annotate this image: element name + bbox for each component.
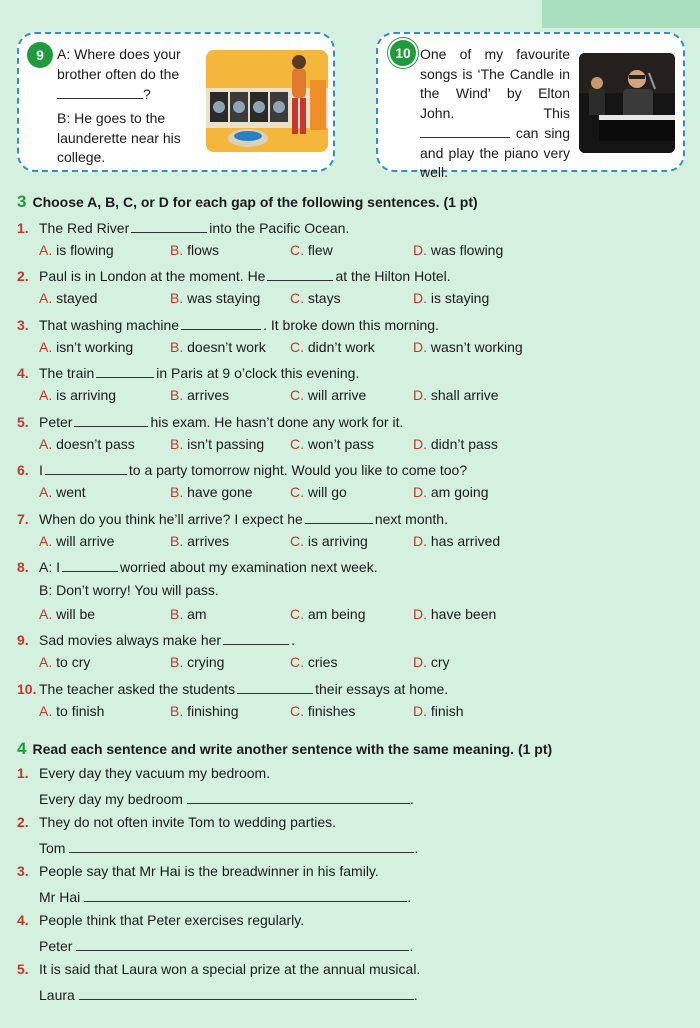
option-c[interactable] xyxy=(290,484,347,500)
box10-text-1: One of my favourite songs is ‘The Candle in the Wind’ by Elton John. This xyxy=(420,46,570,121)
option-text: was staying xyxy=(187,290,261,306)
option-text: didn’t work xyxy=(307,339,375,355)
option-a[interactable] xyxy=(39,606,95,622)
question-text-after: . It broke down this morning. xyxy=(263,317,439,333)
option-text: will go xyxy=(307,484,347,500)
question-text-before: A: I xyxy=(39,559,61,575)
question-number: 5. xyxy=(17,414,29,430)
question-text-before: I xyxy=(39,462,43,478)
option-letter: B. xyxy=(170,242,184,258)
answer-blank[interactable] xyxy=(305,509,373,524)
option-text: won’t pass xyxy=(307,436,375,452)
option-text: finishes xyxy=(307,703,356,719)
option-c[interactable] xyxy=(290,387,366,403)
option-d[interactable] xyxy=(413,654,450,670)
section-3-heading xyxy=(17,192,478,212)
option-b[interactable] xyxy=(170,606,207,622)
option-text: is arriving xyxy=(56,387,117,403)
item-number: 5. xyxy=(17,961,29,977)
option-text: arrives xyxy=(187,533,230,549)
option-text: will be xyxy=(56,606,96,622)
option-letter: D. xyxy=(413,703,427,719)
option-text: went xyxy=(56,484,86,500)
rewrite-answer-line xyxy=(39,838,418,856)
option-letter: A. xyxy=(39,654,53,670)
option-b[interactable] xyxy=(170,484,253,500)
rewrite-answer-line xyxy=(39,985,418,1003)
option-text: finishing xyxy=(187,703,239,719)
option-letter: D. xyxy=(413,606,427,622)
answer-end: . xyxy=(409,791,414,807)
rewrite-answer-line xyxy=(39,936,413,954)
rewrite-answer-line xyxy=(39,887,411,905)
option-text: shall arrive xyxy=(430,387,499,403)
answer-blank[interactable] xyxy=(131,218,207,233)
question-5 xyxy=(17,412,403,430)
original-sentence: They do not often invite Tom to wedding parties. xyxy=(39,814,337,830)
option-letter: B. xyxy=(170,533,184,549)
option-letter: D. xyxy=(413,484,427,500)
option-text: didn’t pass xyxy=(430,436,498,452)
section-4-heading xyxy=(17,739,552,759)
option-a[interactable] xyxy=(39,290,97,306)
question-text-after: to a party tomorrow night. Would you like to come too? xyxy=(128,462,468,478)
option-text: finish xyxy=(430,703,464,719)
option-d[interactable] xyxy=(413,703,464,719)
question-6 xyxy=(17,460,467,478)
answer-start: Mr Hai xyxy=(39,889,81,905)
question-text-before: When do you think he’ll arrive? I expect he xyxy=(39,511,303,527)
question-8-reply: B: Don’t worry! You will pass. xyxy=(39,582,219,598)
option-b[interactable] xyxy=(170,242,219,258)
option-b[interactable] xyxy=(170,436,264,452)
option-letter: D. xyxy=(413,654,427,670)
option-d[interactable] xyxy=(413,484,488,500)
question-10 xyxy=(17,679,448,697)
box10-blank xyxy=(420,123,510,138)
option-b[interactable] xyxy=(170,703,239,719)
box10-text xyxy=(420,45,570,183)
option-d[interactable] xyxy=(413,339,523,355)
number-badge-10: 10 xyxy=(388,38,418,68)
option-c[interactable] xyxy=(290,290,341,306)
option-letter: A. xyxy=(39,703,53,719)
question-8 xyxy=(17,557,378,575)
answer-end: . xyxy=(413,987,418,1003)
option-letter: C. xyxy=(290,339,304,355)
singer-piano-photo xyxy=(579,53,675,153)
option-letter: D. xyxy=(413,290,427,306)
option-text: flew xyxy=(307,242,333,258)
question-text-after: worried about my examination next week. xyxy=(120,559,378,575)
option-text: wasn’t working xyxy=(430,339,523,355)
answer-end: . xyxy=(407,889,412,905)
question-4 xyxy=(17,363,359,381)
option-text: is staying xyxy=(430,290,490,306)
question-9 xyxy=(17,630,295,648)
rewrite-item-2 xyxy=(17,814,336,830)
item-number: 1. xyxy=(17,765,29,781)
question-number: 4. xyxy=(17,365,29,381)
option-letter: B. xyxy=(170,654,184,670)
box9-dialog-a xyxy=(57,45,207,105)
option-text: stays xyxy=(307,290,341,306)
option-letter: D. xyxy=(413,533,427,549)
box10-text-2: can sing and play the piano very well. xyxy=(420,125,570,180)
option-text: to cry xyxy=(56,654,91,670)
answer-blank[interactable] xyxy=(79,985,414,1000)
rewrite-item-3 xyxy=(17,863,379,879)
rewrite-item-4 xyxy=(17,912,304,928)
question-text-before: Peter xyxy=(39,414,73,430)
section-3-title: Choose A, B, C, or D for each gap of the following sentences. (1 pt) xyxy=(32,194,478,210)
section-4-number: 4 xyxy=(17,739,27,758)
answer-blank[interactable] xyxy=(76,936,409,951)
option-b[interactable] xyxy=(170,533,229,549)
question-text-before: Paul is in London at the moment. He xyxy=(39,268,266,284)
exercise-box-10 xyxy=(376,32,685,180)
item-number: 4. xyxy=(17,912,29,928)
question-number: 9. xyxy=(17,632,29,648)
question-text-before: The Red River xyxy=(39,220,130,236)
option-text: crying xyxy=(187,654,225,670)
rewrite-answer-line xyxy=(39,789,414,807)
option-text: stayed xyxy=(56,290,98,306)
original-sentence: It is said that Laura won a special prize at the annual musical. xyxy=(39,961,421,977)
option-a[interactable] xyxy=(39,703,104,719)
option-text: cry xyxy=(430,654,450,670)
option-letter: A. xyxy=(39,339,53,355)
option-a[interactable] xyxy=(39,654,90,670)
option-c[interactable] xyxy=(290,533,368,549)
option-letter: A. xyxy=(39,484,53,500)
question-text-after: . xyxy=(291,632,295,648)
option-letter: C. xyxy=(290,606,304,622)
option-text: is flowing xyxy=(56,242,114,258)
option-a[interactable] xyxy=(39,533,114,549)
launderette-photo xyxy=(206,50,328,152)
rewrite-item-1 xyxy=(17,765,270,781)
answer-end: . xyxy=(414,840,419,856)
option-letter: D. xyxy=(413,387,427,403)
question-number: 6. xyxy=(17,462,29,478)
option-letter: D. xyxy=(413,436,427,452)
question-text-after: into the Pacific Ocean. xyxy=(209,220,350,236)
question-number: 2. xyxy=(17,268,29,284)
option-d[interactable] xyxy=(413,290,489,306)
option-letter: C. xyxy=(290,387,304,403)
option-text: isn’t passing xyxy=(187,436,265,452)
question-text-before: The train xyxy=(39,365,95,381)
answer-blank[interactable] xyxy=(45,460,127,475)
option-letter: B. xyxy=(170,339,184,355)
answer-blank[interactable] xyxy=(181,315,261,330)
option-text: doesn’t pass xyxy=(56,436,135,452)
box9-dialog-b: B: He goes to the launderette near his college. xyxy=(57,110,181,165)
option-text: doesn’t work xyxy=(187,339,266,355)
original-sentence: Every day they vacuum my bedroom. xyxy=(39,765,271,781)
option-text: am being xyxy=(307,606,366,622)
option-letter: A. xyxy=(39,387,53,403)
option-text: flows xyxy=(187,242,220,258)
option-letter: A. xyxy=(39,533,53,549)
box9-blank xyxy=(57,84,143,99)
option-letter: C. xyxy=(290,484,304,500)
answer-blank[interactable] xyxy=(187,789,410,804)
option-a[interactable] xyxy=(39,339,133,355)
option-c[interactable] xyxy=(290,606,365,622)
answer-blank[interactable] xyxy=(62,557,118,572)
option-a[interactable] xyxy=(39,387,116,403)
option-b[interactable] xyxy=(170,290,260,306)
option-b[interactable] xyxy=(170,387,229,403)
option-letter: C. xyxy=(290,533,304,549)
option-d[interactable] xyxy=(413,242,503,258)
option-letter: A. xyxy=(39,606,53,622)
option-d[interactable] xyxy=(413,387,499,403)
question-1 xyxy=(17,218,349,236)
question-text-before: That washing machine xyxy=(39,317,180,333)
option-letter: C. xyxy=(290,290,304,306)
question-number: 3. xyxy=(17,317,29,333)
question-text-after: in Paris at 9 o’clock this evening. xyxy=(156,365,360,381)
answer-blank[interactable] xyxy=(84,887,407,902)
option-c[interactable] xyxy=(290,242,333,258)
answer-blank[interactable] xyxy=(237,679,313,694)
answer-blank[interactable] xyxy=(74,412,148,427)
option-a[interactable] xyxy=(39,242,114,258)
option-c[interactable] xyxy=(290,339,375,355)
question-text-after: their essays at home. xyxy=(315,681,449,697)
option-c[interactable] xyxy=(290,436,374,452)
question-2 xyxy=(17,266,451,284)
question-3 xyxy=(17,315,439,333)
option-a[interactable] xyxy=(39,484,86,500)
section-3-number: 3 xyxy=(17,192,27,211)
option-letter: B. xyxy=(170,436,184,452)
question-number: 8. xyxy=(17,559,29,575)
item-number: 3. xyxy=(17,863,29,879)
option-d[interactable] xyxy=(413,436,498,452)
answer-blank[interactable] xyxy=(69,838,414,853)
option-text: arrives xyxy=(187,387,230,403)
answer-start: Laura xyxy=(39,987,75,1003)
option-letter: B. xyxy=(170,484,184,500)
option-text: have gone xyxy=(187,484,253,500)
option-letter: B. xyxy=(170,703,184,719)
option-d[interactable] xyxy=(413,533,500,549)
question-text-after: next month. xyxy=(374,511,448,527)
answer-end: . xyxy=(409,938,414,954)
option-b[interactable] xyxy=(170,339,266,355)
answer-blank[interactable] xyxy=(267,266,333,281)
option-text: was flowing xyxy=(430,242,504,258)
box9-a-text: A: Where does your brother often do the xyxy=(57,46,181,82)
option-letter: B. xyxy=(170,387,184,403)
item-number: 2. xyxy=(17,814,29,830)
option-text: will arrive xyxy=(56,533,115,549)
original-sentence: People think that Peter exercises regularly. xyxy=(39,912,305,928)
option-letter: B. xyxy=(170,290,184,306)
answer-start: Every day my bedroom xyxy=(39,791,183,807)
option-b[interactable] xyxy=(170,654,224,670)
option-letter: C. xyxy=(290,436,304,452)
option-letter: A. xyxy=(39,290,53,306)
option-text: isn’t working xyxy=(56,339,134,355)
original-sentence: People say that Mr Hai is the breadwinner in his family. xyxy=(39,863,379,879)
option-letter: B. xyxy=(170,606,184,622)
number-badge-9: 9 xyxy=(27,42,53,68)
question-number: 1. xyxy=(17,220,29,236)
question-text-before: The teacher asked the students xyxy=(39,681,236,697)
option-letter: C. xyxy=(290,654,304,670)
question-number: 7. xyxy=(17,511,29,527)
option-text: cries xyxy=(307,654,338,670)
answer-blank[interactable] xyxy=(223,630,289,645)
rewrite-item-5 xyxy=(17,961,420,977)
option-letter: C. xyxy=(290,703,304,719)
box9-a-end: ? xyxy=(143,86,151,102)
section-4-title: Read each sentence and write another sentence with the same meaning. (1 pt) xyxy=(32,741,553,757)
answer-blank[interactable] xyxy=(96,363,154,378)
answer-start: Peter xyxy=(39,938,73,954)
option-text: am xyxy=(187,606,207,622)
option-letter: D. xyxy=(413,242,427,258)
option-letter: A. xyxy=(39,436,53,452)
question-text-after: at the Hilton Hotel. xyxy=(335,268,451,284)
option-text: will arrive xyxy=(307,387,367,403)
option-text: has arrived xyxy=(430,533,501,549)
option-letter: C. xyxy=(290,242,304,258)
option-text: to finish xyxy=(56,703,105,719)
option-d[interactable] xyxy=(413,606,496,622)
option-letter: A. xyxy=(39,242,53,258)
option-a[interactable] xyxy=(39,436,135,452)
option-c[interactable] xyxy=(290,703,355,719)
question-number: 10. xyxy=(17,681,37,697)
option-letter: D. xyxy=(413,339,427,355)
exercise-box-9 xyxy=(17,32,335,172)
option-text: am going xyxy=(430,484,489,500)
option-c[interactable] xyxy=(290,654,337,670)
option-text: have been xyxy=(430,606,497,622)
corner-tab xyxy=(542,0,700,28)
answer-start: Tom xyxy=(39,840,66,856)
option-text: is arriving xyxy=(307,533,368,549)
question-7 xyxy=(17,509,448,527)
question-text-before: Sad movies always make her xyxy=(39,632,222,648)
question-text-after: his exam. He hasn’t done any work for it. xyxy=(150,414,404,430)
